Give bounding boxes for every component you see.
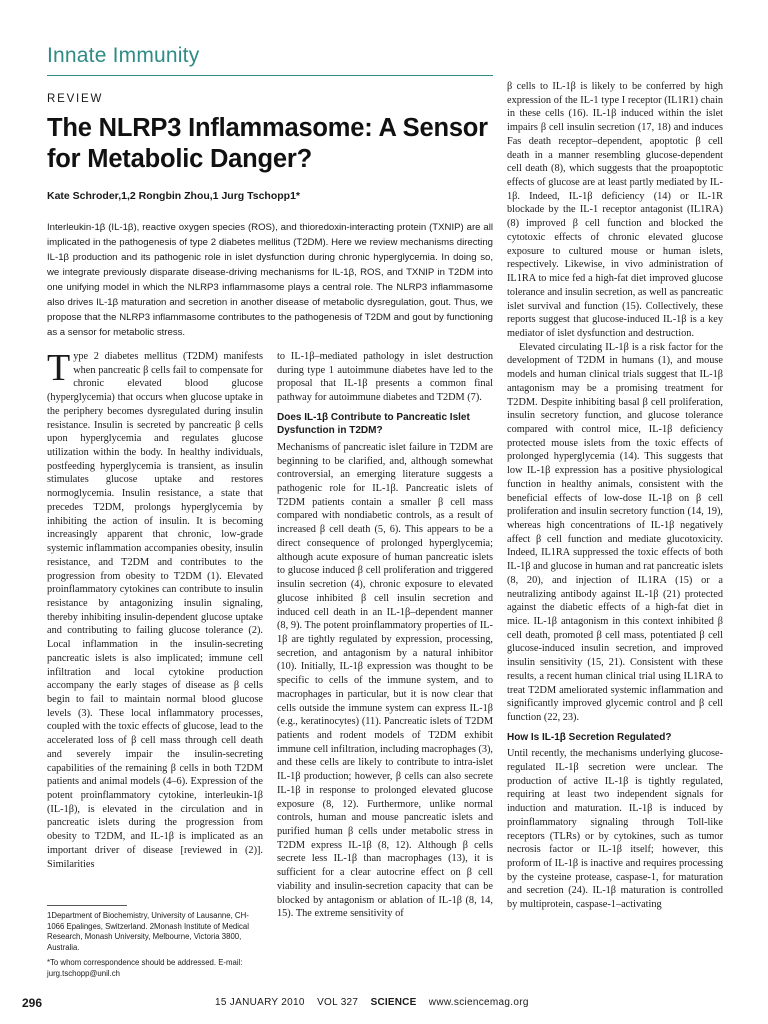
section-heading: How Is IL-1β Secretion Regulated? xyxy=(507,731,672,743)
body-paragraph: Until recently, the mechanisms underlying glucose-regulated IL-1β secretion were unclear. The production of active IL-1β is tightly regulated, requiring at least two independent signals for induction and maturation. IL-1β is induced by proinflammatory signaling through Toll-like receptors (TLRs) or by cytokines, such as tumor necrosis factor or IL-1β itself; however, this proform of IL-1β is inactive and requires processing by the cysteine protease, caspase-1, for maturation and secretion (24). IL-1β maturation is controlled by multiprotein, caspase-1–activating xyxy=(507,748,723,911)
article-title: The NLRP3 Inflammasome: A Sensor for Metabolic Danger? xyxy=(47,114,488,173)
section-heading: Does IL-1β Contribute to Pancreatic Islet Dysfunction in T2DM? xyxy=(277,411,470,437)
footnote-rule xyxy=(47,905,127,906)
author-list: Kate Schroder,1,2 Rongbin Zhou,1 Jurg Tschopp1* xyxy=(47,190,301,202)
abstract: Interleukin-1β (IL-1β), reactive oxygen species (ROS), and thioredoxin-interacting protein (TXNIP) are all implicated in the pathogenesis of type 2 diabetes mellitus (T2DM). Here we review mechanisms directing IL-1β production and its pathogenic role in islet dysfunction during chronic hyperglycemia. In doing so, we integrate previously disparate disease-driving mechanisms for IL-1β, ROS, and TXNIP in T2DM into one unifying model in which the NLRP3 inflammasome plays a central role. The NLRP3 inflammasome also drives IL-1β maturation and secretion in another disease of metabolic dysregulation, gout. Thus, we propose that the NLRP3 inflammasome contributes to the pathogenesis of T2DM and gout by functioning as a sensor for metabolic stress. xyxy=(47,222,493,338)
body-paragraph: Mechanisms of pancreatic islet failure in T2DM are beginning to be clarified, and, although somewhat controversial, an emerging literature suggests a pathogenic role for IL-1β. Pancreatic islets of T2DM patients contain a smaller β cell mass compared with nondiabetic controls, as a result of increased β cell death (5, 6). This appears to be a direct consequence of prolonged hyperglycemia; although acute exposure of human pancreatic islets to glucose induced β cell proliferation and triggered insulin secretion (4), chronic exposure to elevated glucose inhibited β cell insulin secretion and induced cell death in an IL-1β–dependent manner (8, 9). The potent proinflammatory properties of IL-1β are tightly regulated by expression, processing, secretion, and antagonism by a natural inhibitor (10). Initially, IL-1β expression was thought to be specific to cells of the immune system, and to macrophages in particular, but it is now clear that cells outside the immune system can express IL-1β (e.g., keratinocytes) (11). Pancreatic islets of T2DM patients and rodent models of T2DM exhibit immune cell infiltration, including macrophages (3), and these cells are likely to contribute to intra-islet IL-1β production; however, β cells can also secrete IL-1β in response to prolonged elevated glucose exposure (8, 12). Furthermore, unlike normal controls, human and mouse pancreatic islets and purified human β cells under metabolic stress in T2DM express IL-1β (8, 12). Although β cells secrete less IL-1β than macrophages (13), it is sufficient for a clear autocrine effect on β cell viability and insulin-secretion capacity that can be blocked by antagonism or ablation of IL-1β (8, 14, 15). The extreme sensitivity of xyxy=(277,441,493,920)
affiliations-note: 1Department of Biochemistry, University of Lausanne, CH-1066 Epalinges, Switzerland. 2Monash Institute of Medical Research, Monash University, Melbourne, Victoria 3800, Australia. xyxy=(47,911,249,952)
article-type: REVIEW xyxy=(47,93,104,105)
issue-date: 15 JANUARY 2010 xyxy=(215,997,305,1008)
body-paragraph: to IL-1β–mediated pathology in islet destruction during type 1 autoimmune diabetes have led to the proposal that IL-1β presents a common final pathway for autoimmune diabetes and T2DM (7). xyxy=(277,351,493,404)
section-label: Innate Immunity xyxy=(47,44,200,67)
volume: VOL 327 xyxy=(317,997,359,1008)
body-paragraph xyxy=(47,347,263,871)
paragraph-text: ype 2 diabetes mellitus (T2DM) manifests when pancreatic β cells fail to compensate for chronic elevated blood glucose (hyperglycemia) that occurs when glucose uptake in the periphery becomes dysregulated during insulin resistance. Insulin is secreted by pancreatic β cells upon hyperglycemia and regulates glucose utilization within the body. In healthy individuals, postfeeding hyperglycemia is transient, as insulin stimulates glucose uptake and restores normoglycemia. Insulin resistance, a state that precedes T2DM, prolongs hyperglycemia by inhibiting the action of insulin. It is becoming increasingly apparent that chronic, low-grade systemic inflammation accompanies obesity, insulin resistance, and T2DM and contributes to the progression from obesity to T2DM (1). Elevated proinflammatory cytokines can contribute to insulin resistance by antagonizing insulin signaling, thereby inhibiting insulin-dependent glucose uptake and contributing to failing glucose tolerance (2). Local inflammation in the insulin-secreting pancreatic islets is also implicated; immune cell infiltration and local cytokine production accompany the early stages of disease as β cells begin to fail to maintain normal blood glucose levels (3). These local inflammatory processes, coupled with the toxic effects of glucose, lead to the accelerated loss of β cell mass through cell death and severely impair the insulin-secreting capabilities of the remaining β cells in both T2DM patients and animal models (4–6). Expression of the potent proinflammatory cytokine, interleukin-1β (IL-1β), is elevated in the circulation and in pancreatic islets during the progression from obesity to T2DM, and IL-1β is implicated as an important driver of disease [reviewed in (2)]. Similarities xyxy=(47,351,263,870)
drop-cap: T xyxy=(47,347,71,389)
column-1 xyxy=(47,347,263,871)
column-2 xyxy=(277,350,493,921)
page-number: 296 xyxy=(22,996,43,1010)
footnotes xyxy=(47,911,263,984)
section-rule xyxy=(47,75,493,76)
body-paragraph: Elevated circulating IL-1β is a risk factor for the development of T2DM in humans (1), and mouse models and human clinical trials suggest that IL-1β antagonism may be a promising treatment for T2DM. Despite inhibiting basal β cell proliferation, insulin secretory function, and glucose tolerance compared with control mice, IL-1β deficiency protected mouse islets from the toxic effects of prolonged hyperglycemia (14). This suggests that low IL-1β expression has a positive physiological function in healthy animals, consistent with the beneficial effects of low-dose IL-1β on β cell proliferation and insulin secretory function (14, 19), whereas high concentrations of IL-1β negatively affect β cell function and mediate glucotoxicity. Indeed, IL1RA suppressed the toxic effects of both IL-1β and glucose in human and rat pancreatic islets (8, 20), and injection of IL1RA (15) or a neutralizing antibody against IL-1β (21) protected against the diabetic effects of a high-fat diet in mice. IL-1β antagonism in this context inhibited β cell death, promoted β cell mass, potentiated β cell glucose-induced insulin secretion, and improved insulin sensitivity (15, 21). Consistent with these results, a recent human clinical trial using IL1RA to treat T2DM ameliorated systemic inflammation and significantly improved glycemic control and β cell function (22, 23). xyxy=(507,341,723,724)
correspondence-note: *To whom correspondence should be addressed. E-mail: jurg.tschopp@unil.ch xyxy=(47,958,243,978)
body-paragraph: β cells to IL-1β is likely to be conferred by high expression of the IL-1 type I receptor (IL1R1) chain in these cells (16). IL-1β induced within the islet impairs β cell insulin secretion (17, 18) and induces Fas death receptor–dependent, apoptotic β cell death in a manner resembling glucose-dependent cell death (8), which suggests that the proapoptotic effects of glucose are at least partly mediated by IL-1β. Indeed, IL-1β deficiency (14) or IL-1R blockade by the IL-1 receptor antagonist (IL1RA) (8) improved β cell function and blocked the cytotoxic effects of chronic elevated glucose exposure to cultured mouse or human islets, respectively. Likewise, in vivo administration of IL1RA to mice fed a high-fat diet improved glucose tolerance and insulin secretion, as well as pancreatic islet survival and function (15). Collectively, these reports suggest that glucose-induced IL-1β is a key mediator of islet dysfunction and destruction. xyxy=(507,81,723,339)
journal-url: www.sciencemag.org xyxy=(428,997,529,1008)
column-3 xyxy=(507,80,723,912)
running-footer xyxy=(215,997,529,1008)
journal-name: SCIENCE xyxy=(370,997,417,1008)
